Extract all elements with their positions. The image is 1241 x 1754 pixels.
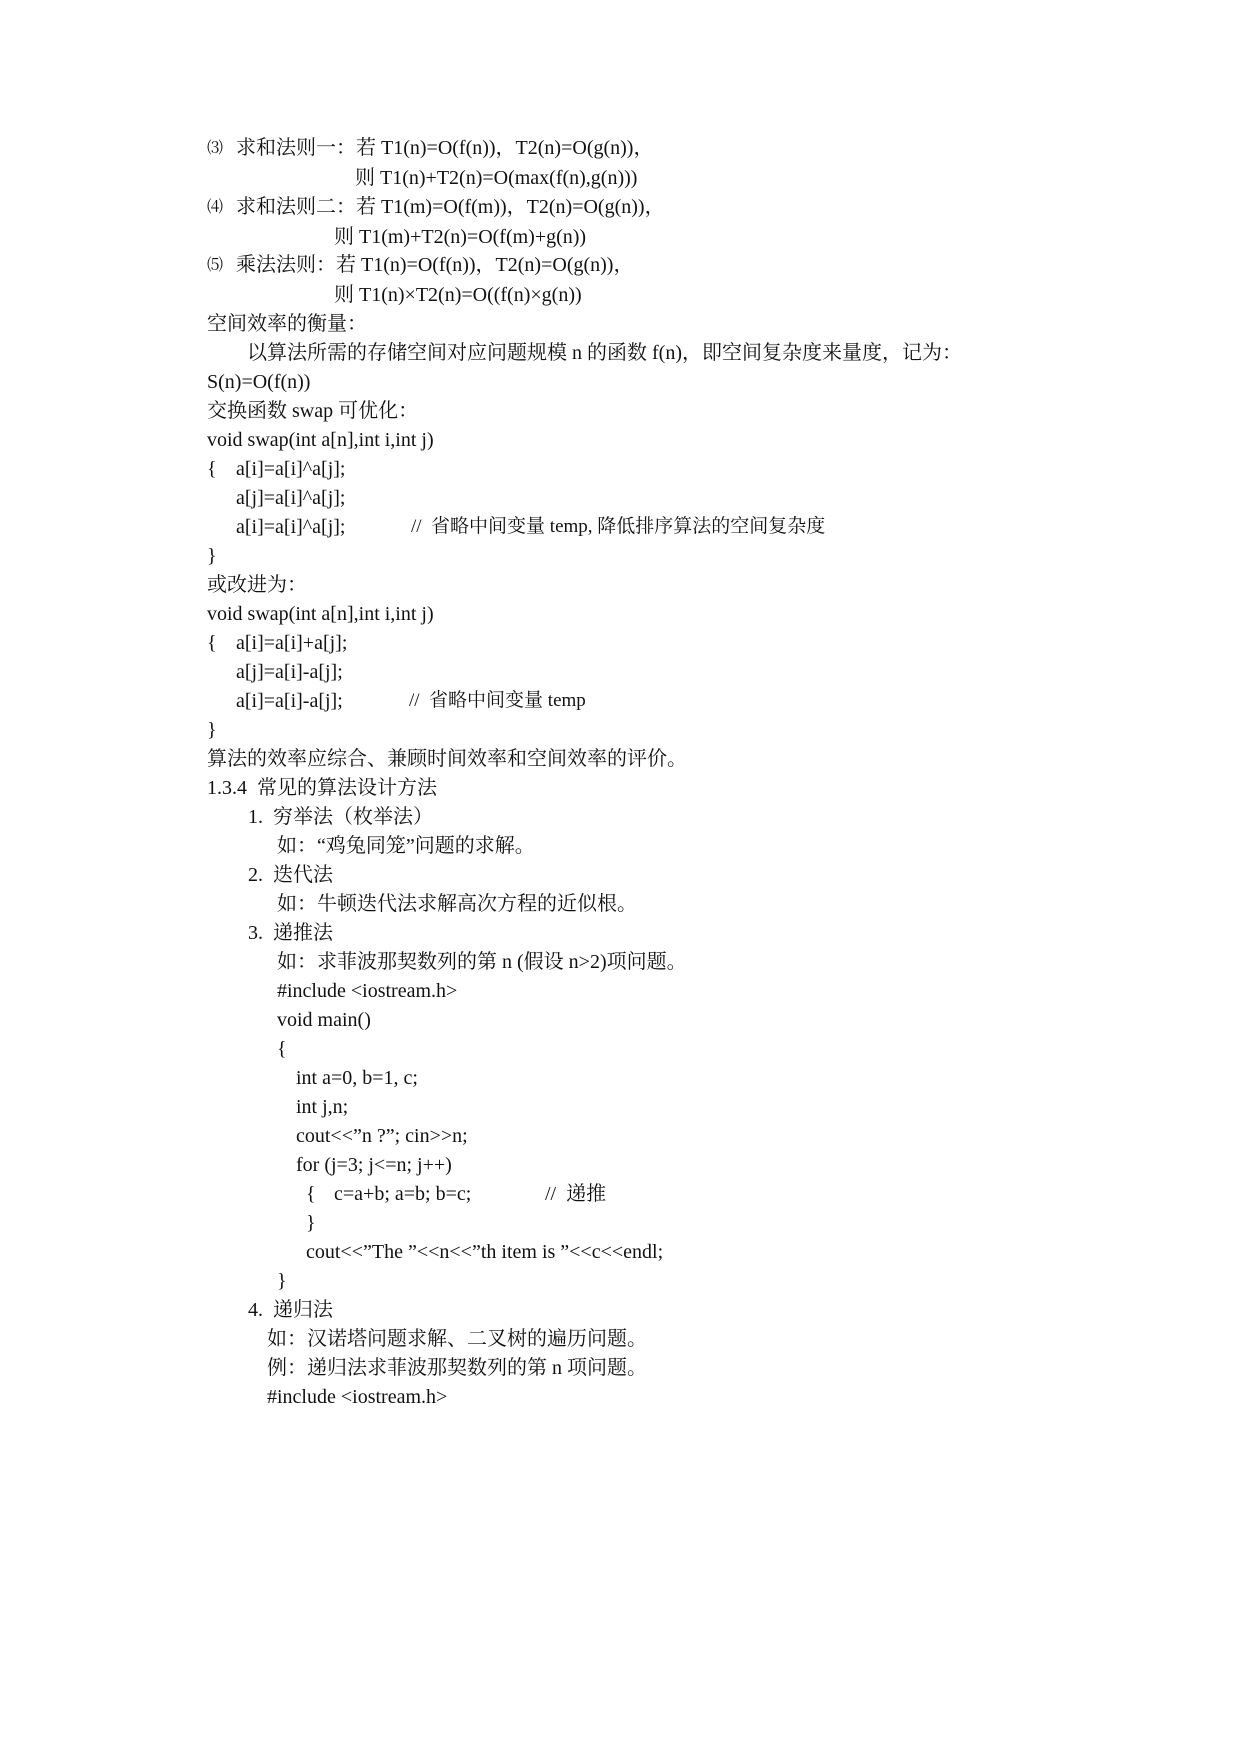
summary-text: 算法的效率应综合、兼顾时间效率和空间效率的评价。 [207, 748, 687, 770]
method-1-title: 1. 穷举法（枚举法） [248, 806, 433, 828]
swap2-close-brace: } [207, 719, 217, 741]
space-heading: 空间效率的衡量： [207, 313, 367, 335]
swap-line-1: a[i]=a[i]^a[j]; [236, 458, 346, 480]
method-4-title: 4. 递归法 [248, 1299, 333, 1321]
rule-5-marker: ⑸ [207, 257, 224, 274]
code-for: for (j=3; j<=n; j++) [296, 1154, 452, 1176]
swap-signature: void swap(int a[n],int i,int j) [207, 429, 434, 451]
swap2-signature: void swap(int a[n],int i,int j) [207, 603, 434, 625]
method-2-example: 如：牛顿迭代法求解高次方程的近似根。 [277, 893, 637, 915]
rule-3-marker: ⑶ [207, 140, 224, 157]
method-2-title: 2. 迭代法 [248, 864, 333, 886]
code-include: #include <iostream.h> [277, 980, 458, 1002]
swap-line-2: a[j]=a[i]^a[j]; [236, 487, 346, 509]
space-paragraph: 以算法所需的存储空间对应问题规模 n 的函数 f(n)，即空间复杂度来量度，记为： [247, 342, 962, 364]
swap-comment: // 省略中间变量 temp, 降低排序算法的空间复杂度 [411, 516, 826, 537]
swap2-comment: // 省略中间变量 temp [409, 690, 586, 711]
code-output: cout<<”The ”<<n<<”th item is ”<<c<<endl; [306, 1241, 664, 1263]
rule-5-line-1: 乘法法则：若 T1(n)=O(f(n))，T2(n)=O(g(n))， [236, 254, 634, 276]
method-4-example: 如：汉诺塔问题求解、二叉树的遍历问题。 [267, 1328, 647, 1350]
rule-3-line-1: 求和法则一：若 T1(n)=O(f(n))，T2(n)=O(g(n))， [236, 137, 654, 159]
swap-open-brace: { [207, 458, 217, 480]
code-comment: // 递推 [545, 1183, 607, 1205]
swap-line-3: a[i]=a[i]^a[j]; [236, 516, 346, 538]
swap2-intro: 或改进为： [207, 574, 307, 596]
swap2-open-brace: { [207, 632, 217, 654]
swap2-line-3: a[i]=a[i]-a[j]; [236, 690, 343, 712]
code-close-brace: } [277, 1270, 287, 1292]
space-formula: S(n)=O(f(n)) [207, 371, 311, 393]
section-heading: 1.3.4 常见的算法设计方法 [207, 777, 437, 799]
code-decl-2: int j,n; [296, 1096, 349, 1118]
method-1-example: 如：“鸡兔同笼”问题的求解。 [277, 835, 535, 857]
swap-close-brace: } [207, 545, 217, 567]
code-main: void main() [277, 1009, 371, 1031]
rule-4-line-1: 求和法则二：若 T1(m)=O(f(m))，T2(n)=O(g(n))， [236, 196, 665, 218]
code-body-open: { [306, 1183, 316, 1205]
method-4-include: #include <iostream.h> [267, 1386, 448, 1408]
swap2-line-2: a[j]=a[i]-a[j]; [236, 661, 343, 683]
code-io: cout<<”n ?”; cin>>n; [296, 1125, 468, 1147]
swap-intro: 交换函数 swap 可优化： [207, 400, 419, 422]
rule-5-line-2: 则 T1(n)×T2(n)=O((f(n)×g(n)) [334, 284, 582, 306]
method-3-title: 3. 递推法 [248, 922, 333, 944]
code-decl-1: int a=0, b=1, c; [296, 1067, 418, 1089]
swap2-line-1: a[i]=a[i]+a[j]; [236, 632, 348, 654]
method-4-example-2: 例：递归法求菲波那契数列的第 n 项问题。 [267, 1357, 647, 1379]
rule-4-marker: ⑷ [207, 199, 224, 216]
code-body: c=a+b; a=b; b=c; [334, 1183, 472, 1205]
rule-4-line-2: 则 T1(m)+T2(n)=O(f(m)+g(n)) [334, 226, 587, 248]
method-3-example: 如：求菲波那契数列的第 n (假设 n>2)项问题。 [277, 951, 687, 973]
code-body-close: } [306, 1212, 316, 1234]
code-open-brace: { [277, 1038, 287, 1060]
rule-3-line-2: 则 T1(n)+T2(n)=O(max(f(n),g(n))) [355, 167, 638, 189]
